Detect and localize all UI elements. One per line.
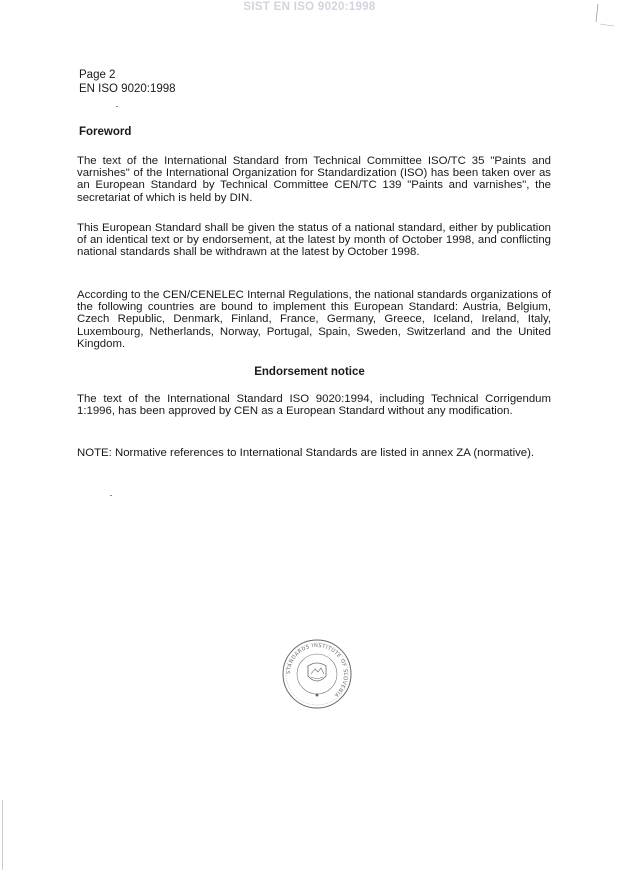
endorsement-paragraph: The text of the International Standard ISO 9020:1994, including Technical Corrigendum 1:1996, has been approved by CEN as a European Standard without any modification. — [77, 393, 551, 418]
scan-margin-line — [2, 800, 3, 870]
document-watermark: SIST EN ISO 9020:1998 — [243, 1, 376, 13]
svg-text:STANDARDS INSTITUTE OF SLOVENI — [286, 643, 348, 698]
scan-speck — [116, 106, 118, 107]
foreword-paragraph-3: According to the CEN/CENELEC Internal Regulations, the national standards organizations of the following countries are bound to implement this European Standard: Austria, Belgium, Czech Republic, Denmark, Finland, France, Germany, Greece, Iceland, Ireland, Italy, Luxembourg, Netherlands, Norway, Portugal, Spain, Sweden, Switzerland and the United Kingdom. — [77, 289, 551, 350]
scan-speck — [110, 495, 112, 496]
foreword-heading: Foreword — [79, 126, 132, 138]
standard-number: EN ISO 9020:1998 — [79, 83, 176, 95]
corner-pen-mark — [590, 2, 616, 28]
page-number: Page 2 — [79, 69, 116, 81]
normative-note: NOTE: Normative references to International Standards are listed in annex ZA (normative). — [77, 447, 535, 459]
endorsement-heading: Endorsement notice — [254, 366, 365, 378]
page-header — [79, 68, 176, 96]
foreword-paragraph-1: The text of the International Standard from Technical Committee ISO/TC 35 "Paints and varnishes" of the International Organization for Standardization (ISO) has been taken over as an European Standard by Technical Committee CEN/TC 139 "Paints and varnishes", the secretariat of which is held by DIN. — [77, 155, 551, 204]
foreword-paragraph-2: This European Standard shall be given the status of a national standard, either by publication of an identical text or by endorsement, at the latest by month of October 1998, and conflicting national standards shall be withdrawn at the latest by October 1998. — [77, 222, 551, 259]
seal-ring-text: STANDARDS INSTITUTE OF SLOVENIA — [285, 642, 349, 699]
institute-seal-stamp — [281, 638, 353, 710]
